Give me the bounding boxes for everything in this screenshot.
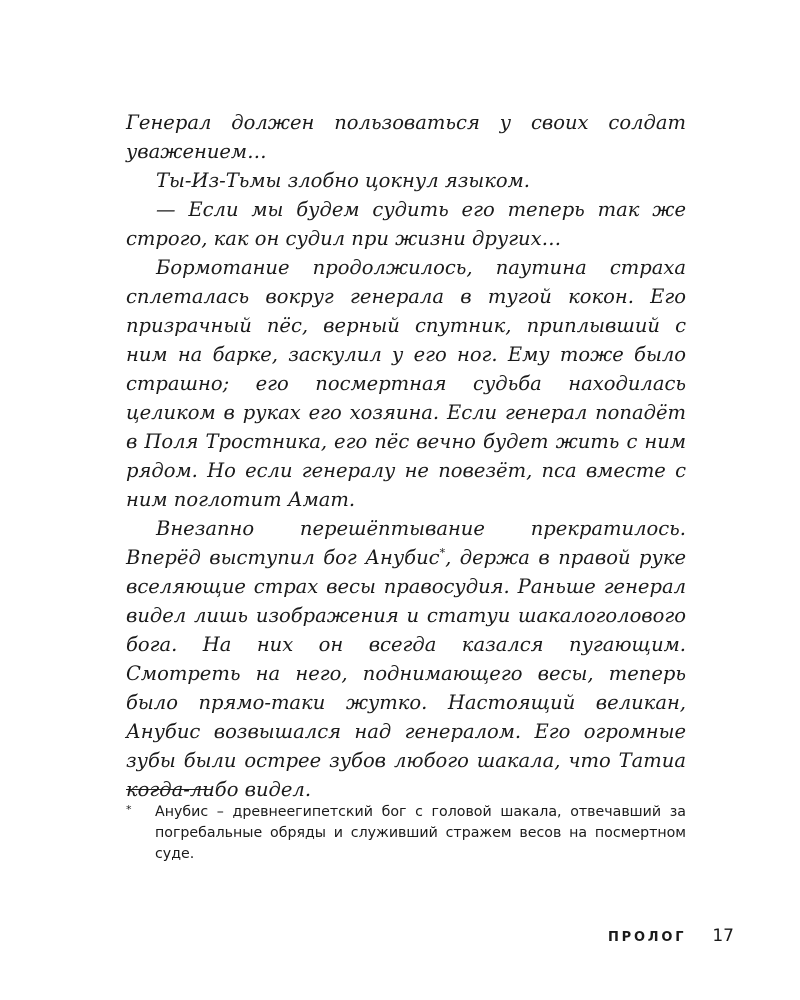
footnote-divider: [126, 789, 212, 790]
paragraph: Генерал должен пользоваться у своих солдат уважением…: [126, 111, 686, 163]
page-number: 17: [712, 926, 734, 946]
paragraph: Бормотание продолжилось, паутина страха сплеталась вокруг генерала в тугой кокон. Его призрачный пёс, верный спутник, приплывший с ним на барке, заскулил у его ног. Ему тоже было страшно; его посмертная судьба находилась целиком в руках его хозяина. Если генерал попадёт в Поля Тростника, его пёс вечно будет жить с ним рядом. Но если генералу не повезёт, пса вместе с ним поглотит Амат.: [126, 256, 686, 511]
paragraph: Ты-Из-Тьмы злобно цокнул языком.: [156, 169, 530, 192]
section-title: ПРОЛОГ: [607, 930, 687, 945]
footnote-reference: *: [439, 546, 446, 560]
main-text: [126, 108, 686, 804]
paragraph-text: Внезапно перешёптывание прекратилось. Вперёд выступил бог Анубис: [126, 517, 686, 569]
paragraph-text: , держа в правой руке вселяющие страх весы правосудия. Раньше генерал видел лишь изображения и статуи шакалоголового бога. На них он всегда казался пугающим. Смотреть на него, поднимающего весы, теперь было прямо-таки жутко. Настоящий великан, Анубис возвышался над генералом. Его огромные зубы были острее зубов любого шакала, что Татиа когда-либо видел.: [126, 546, 687, 801]
running-footer: [608, 926, 734, 946]
footnote-text: Анубис – древнеегипетский бог с головой шакала, отвечавший за погребальные обряды и служивший стражем весов на посмертном суде.: [155, 804, 686, 862]
dialogue-paragraph: — Если мы будем судить его теперь так же строго, как он судил при жизни других…: [126, 198, 686, 250]
paragraph: [126, 514, 686, 804]
footnote: [126, 802, 686, 865]
footnote-marker: *: [126, 803, 132, 816]
